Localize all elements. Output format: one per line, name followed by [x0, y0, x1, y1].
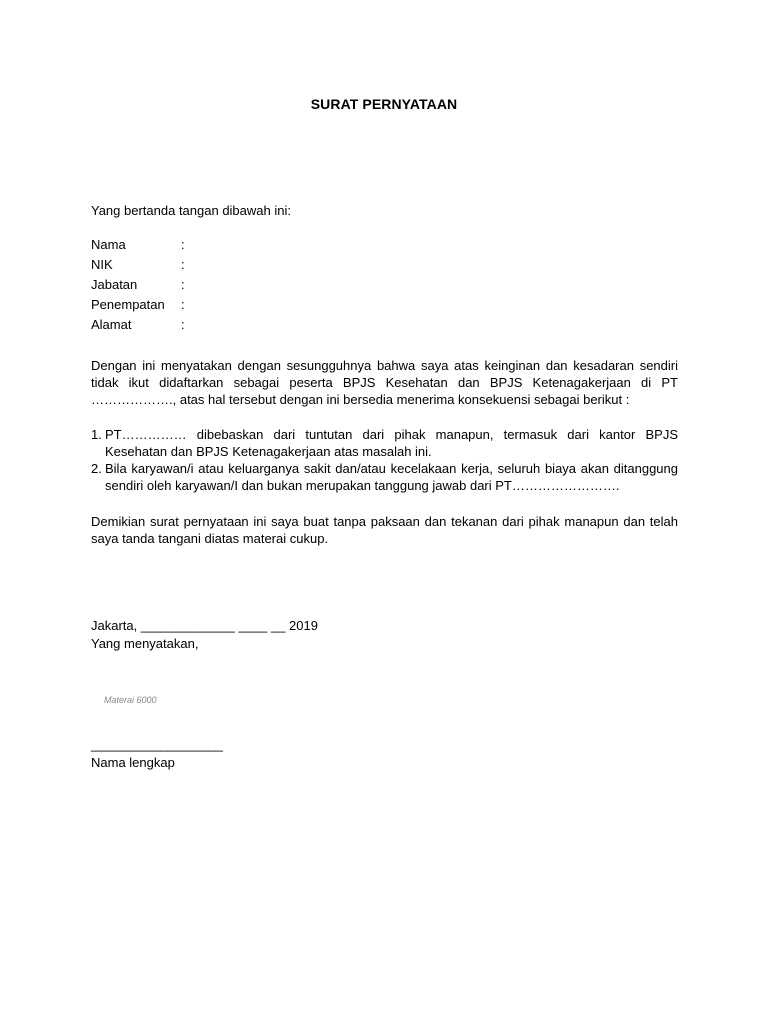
field-colon: : — [181, 237, 185, 252]
field-label: Penempatan — [91, 297, 165, 312]
field-penempatan — [91, 295, 195, 315]
field-label: Alamat — [91, 317, 132, 332]
field-colon: : — [181, 297, 185, 312]
consequence-list — [91, 426, 678, 494]
field-alamat — [91, 315, 195, 335]
list-item — [91, 426, 678, 460]
list-number: 1. — [91, 427, 102, 442]
field-label: Jabatan — [91, 277, 138, 292]
field-nama — [91, 235, 195, 255]
field-label: NIK — [91, 257, 113, 272]
place-date: Jakarta, _____________ ____ __ 2019 — [91, 618, 318, 633]
field-nik — [91, 255, 195, 275]
document-title: SURAT PERNYATAAN — [310, 96, 458, 112]
declarant-label: Yang menyatakan, — [91, 636, 199, 651]
field-jabatan — [91, 275, 195, 295]
signature-line: ___________________ — [91, 737, 223, 752]
list-item — [91, 460, 678, 494]
list-text: PT…………… dibebaskan dari tuntutan dari pihak manapun, termasuk dari kantor BPJS Kesehatan dan BPJS Ketenagakerjaan atas masalah ini. — [105, 427, 678, 459]
closing-paragraph: Demikian surat pernyataan ini saya buat tanpa paksaan dan tekanan dari pihak manapun dan telah saya tanda tangani diatas materai cukup. — [91, 514, 678, 546]
field-label: Nama — [91, 237, 126, 252]
identity-fields — [91, 235, 195, 335]
field-colon: : — [181, 277, 185, 292]
stamp-note: Materai 6000 — [104, 695, 157, 705]
field-colon: : — [181, 317, 185, 332]
list-number: 2. — [91, 461, 102, 476]
field-colon: : — [181, 257, 185, 272]
intro-text: Yang bertanda tangan dibawah ini: — [91, 203, 291, 218]
signature-name: Nama lengkap — [91, 755, 175, 770]
list-text: Bila karyawan/i atau keluarganya sakit dan/atau kecelakaan kerja, seluruh biaya akan ditanggung sendiri oleh karyawan/I dan bukan merupakan tanggung jawab dari PT……………………. — [105, 461, 678, 493]
statement-paragraph: Dengan ini menyatakan dengan sesungguhnya bahwa saya atas keinginan dan kesadaran sendiri tidak ikut didaftarkan sebagai peserta BPJS Kesehatan dan BPJS Ketenagakerjaan di PT ………………., atas hal tersebut dengan ini bersedia menerima konsekuensi sebagai berikut : — [91, 358, 678, 407]
